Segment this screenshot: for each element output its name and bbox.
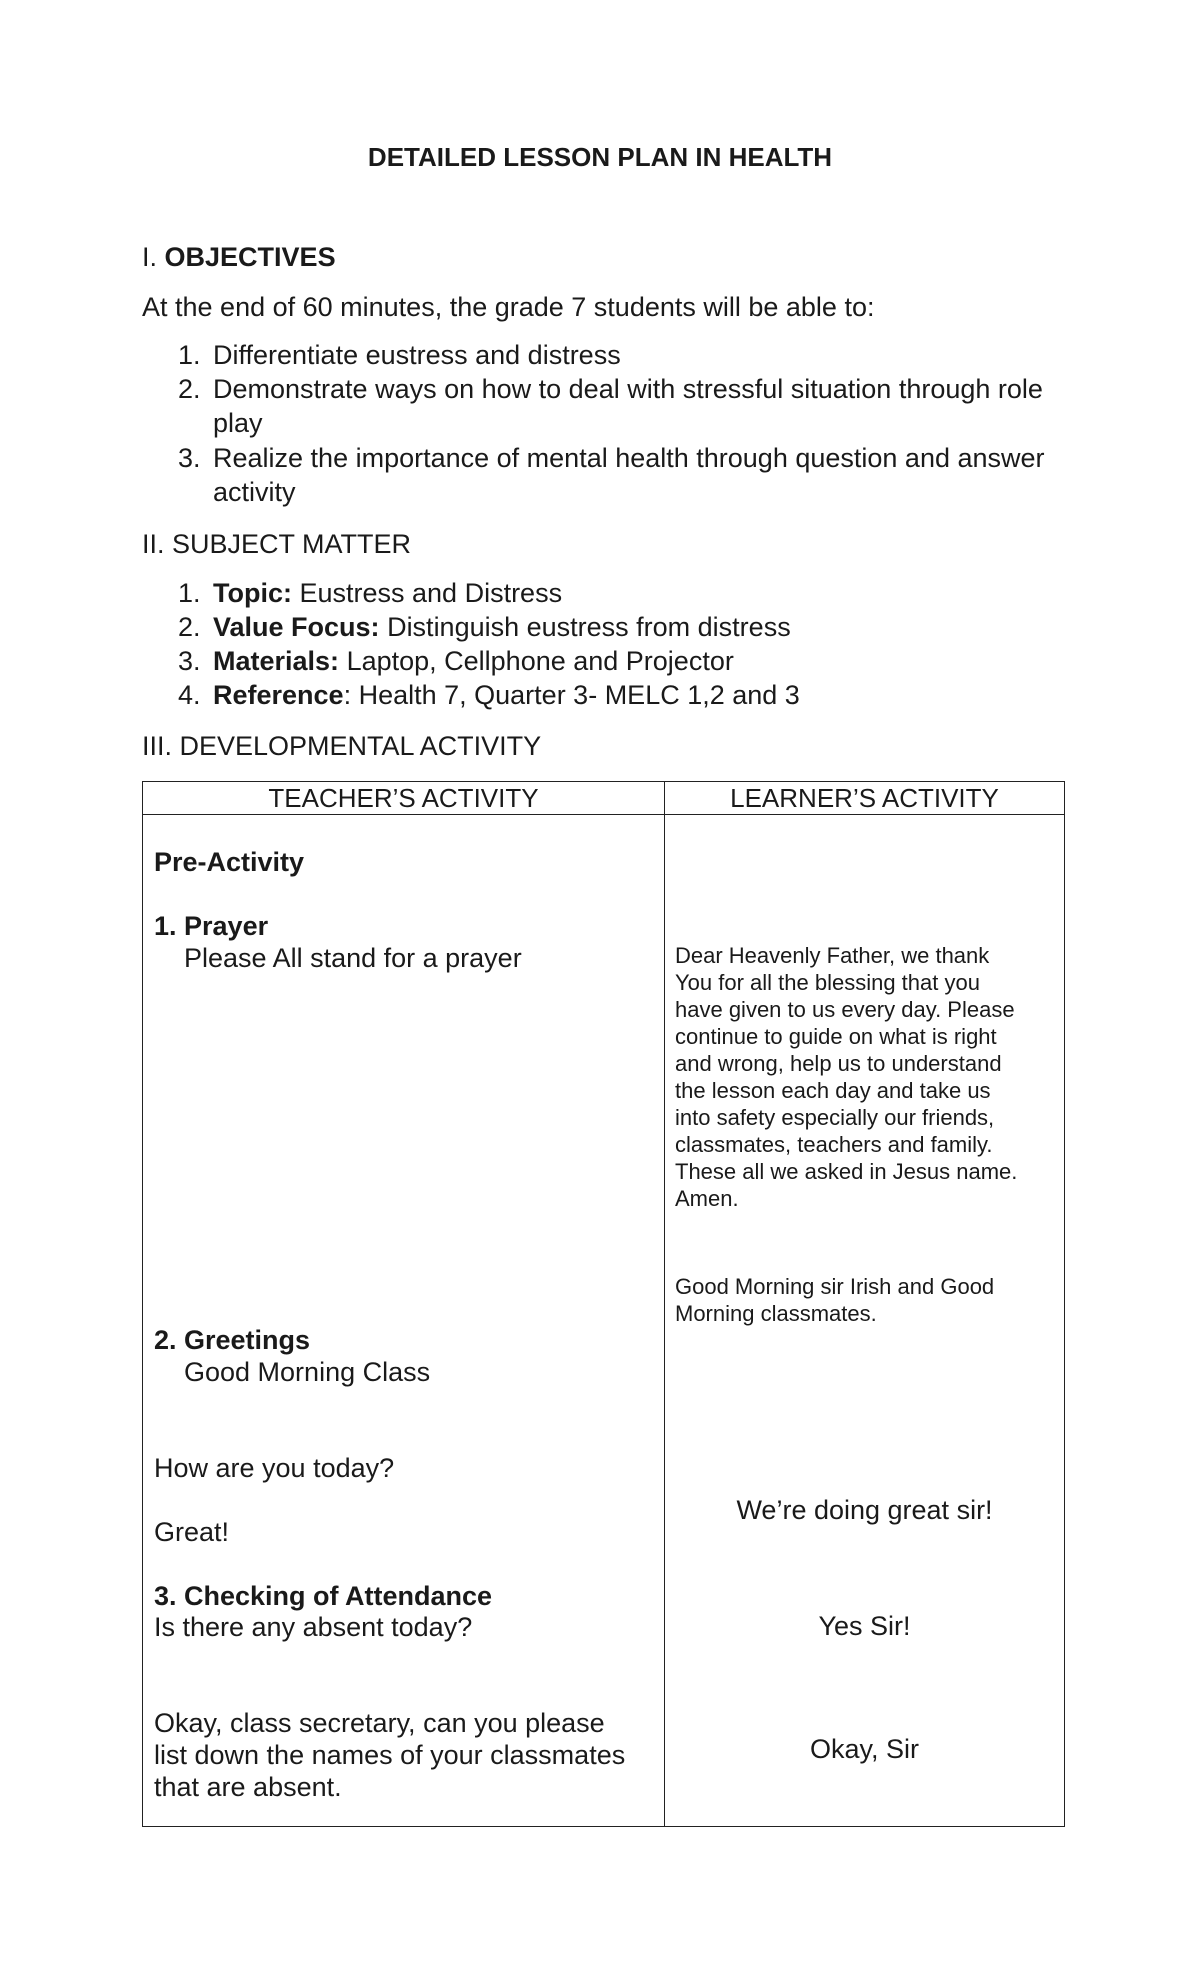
subject-item-1-number: 1. [178,578,201,608]
prayer-line: These all we asked in Jesus name. [675,1159,1018,1184]
prayer-line: the lesson each day and take us [675,1078,991,1103]
doing-great-response: We’re doing great sir! [736,1495,993,1525]
greeting-line: Morning classmates. [675,1301,877,1326]
okay-sir-response: Okay, Sir [809,1734,919,1764]
subject-matter-heading: II. SUBJECT MATTER [142,529,412,559]
pre-activity-heading: Pre-Activity [154,847,305,877]
learner-activity-header: LEARNER’S ACTIVITY [665,782,1065,815]
page-title: DETAILED LESSON PLAN IN HEALTH [367,142,833,172]
objectives-title: OBJECTIVES [164,242,336,272]
attendance-question: Is there any absent today? [154,1612,473,1642]
learner-greeting [675,1273,994,1327]
objective-3-text-line2: activity [213,477,296,507]
learner-prayer [675,942,1017,1212]
attendance-heading: 3. Checking of Attendance [154,1581,493,1611]
subject-item-1-value: Eustress and Distress [291,578,563,608]
learner-activity-cell [665,815,1065,1827]
secretary-line-1: Okay, class secretary, can you please [154,1708,605,1738]
prayer-instruction: Please All stand for a prayer [184,943,522,973]
prayer-line: have given to us every day. Please [675,997,1015,1022]
subject-item-3-value: Laptop, Cellphone and Projector [339,646,734,676]
objective-3-text-line1: Realize the importance of mental health through question and answer [213,443,1045,473]
subject-item-2-number: 2. [178,612,201,642]
objective-1-text: Differentiate eustress and distress [213,340,621,370]
how-are-you-text: How are you today? [154,1453,395,1483]
prayer-line: Dear Heavenly Father, we thank [675,943,990,968]
yes-sir-response: Yes Sir! [818,1611,911,1641]
prayer-line: and wrong, help us to understand [675,1051,1002,1076]
teacher-activity-cell [143,815,665,1827]
objectives-heading [142,242,336,273]
greetings-heading: 2. Greetings [154,1325,311,1355]
subject-item-4-value: : Health 7, Quarter 3- MELC 1,2 and 3 [343,680,800,710]
subject-item-3-number: 3. [178,646,201,676]
objective-2-text-line1: Demonstrate ways on how to deal with stressful situation through role [213,374,1043,404]
teacher-activity-header: TEACHER’S ACTIVITY [143,782,665,815]
subject-item-2-label: Value Focus: [213,612,380,642]
objectives-intro: At the end of 60 minutes, the grade 7 students will be able to: [142,292,875,322]
prayer-line: Amen. [675,1186,739,1211]
greetings-text: Good Morning Class [184,1357,431,1387]
subject-item-1-label: Topic: [213,578,292,608]
great-text: Great! [154,1517,230,1547]
prayer-line: continue to guide on what is right [675,1024,997,1049]
subject-item-3 [213,646,734,677]
objective-1-number: 1. [178,340,201,370]
objective-2-text-line2: play [213,408,263,438]
secretary-line-2: list down the names of your classmates [154,1740,626,1770]
subject-item-4-number: 4. [178,680,201,710]
subject-item-3-label: Materials: [213,646,340,676]
subject-item-2 [213,612,791,643]
prayer-line: You for all the blessing that you [675,970,980,995]
table-body-row [143,815,1065,1827]
objective-2-number: 2. [178,374,201,404]
subject-item-4-label: Reference [213,680,344,710]
activity-table [142,781,1065,1827]
greeting-line: Good Morning sir Irish and Good [675,1274,995,1299]
prayer-heading: 1. Prayer [154,911,269,941]
prayer-line: into safety especially our friends, [675,1105,995,1130]
objectives-prefix: I. [142,242,158,272]
table-header-row [143,782,1065,815]
developmental-heading: III. DEVELOPMENTAL ACTIVITY [142,731,542,761]
prayer-line: classmates, teachers and family. [675,1132,993,1157]
objective-3-number: 3. [178,443,201,473]
subject-item-2-value: Distinguish eustress from distress [379,612,791,642]
secretary-line-3: that are absent. [154,1772,342,1802]
subject-item-4 [213,680,800,711]
subject-item-1 [213,578,562,609]
